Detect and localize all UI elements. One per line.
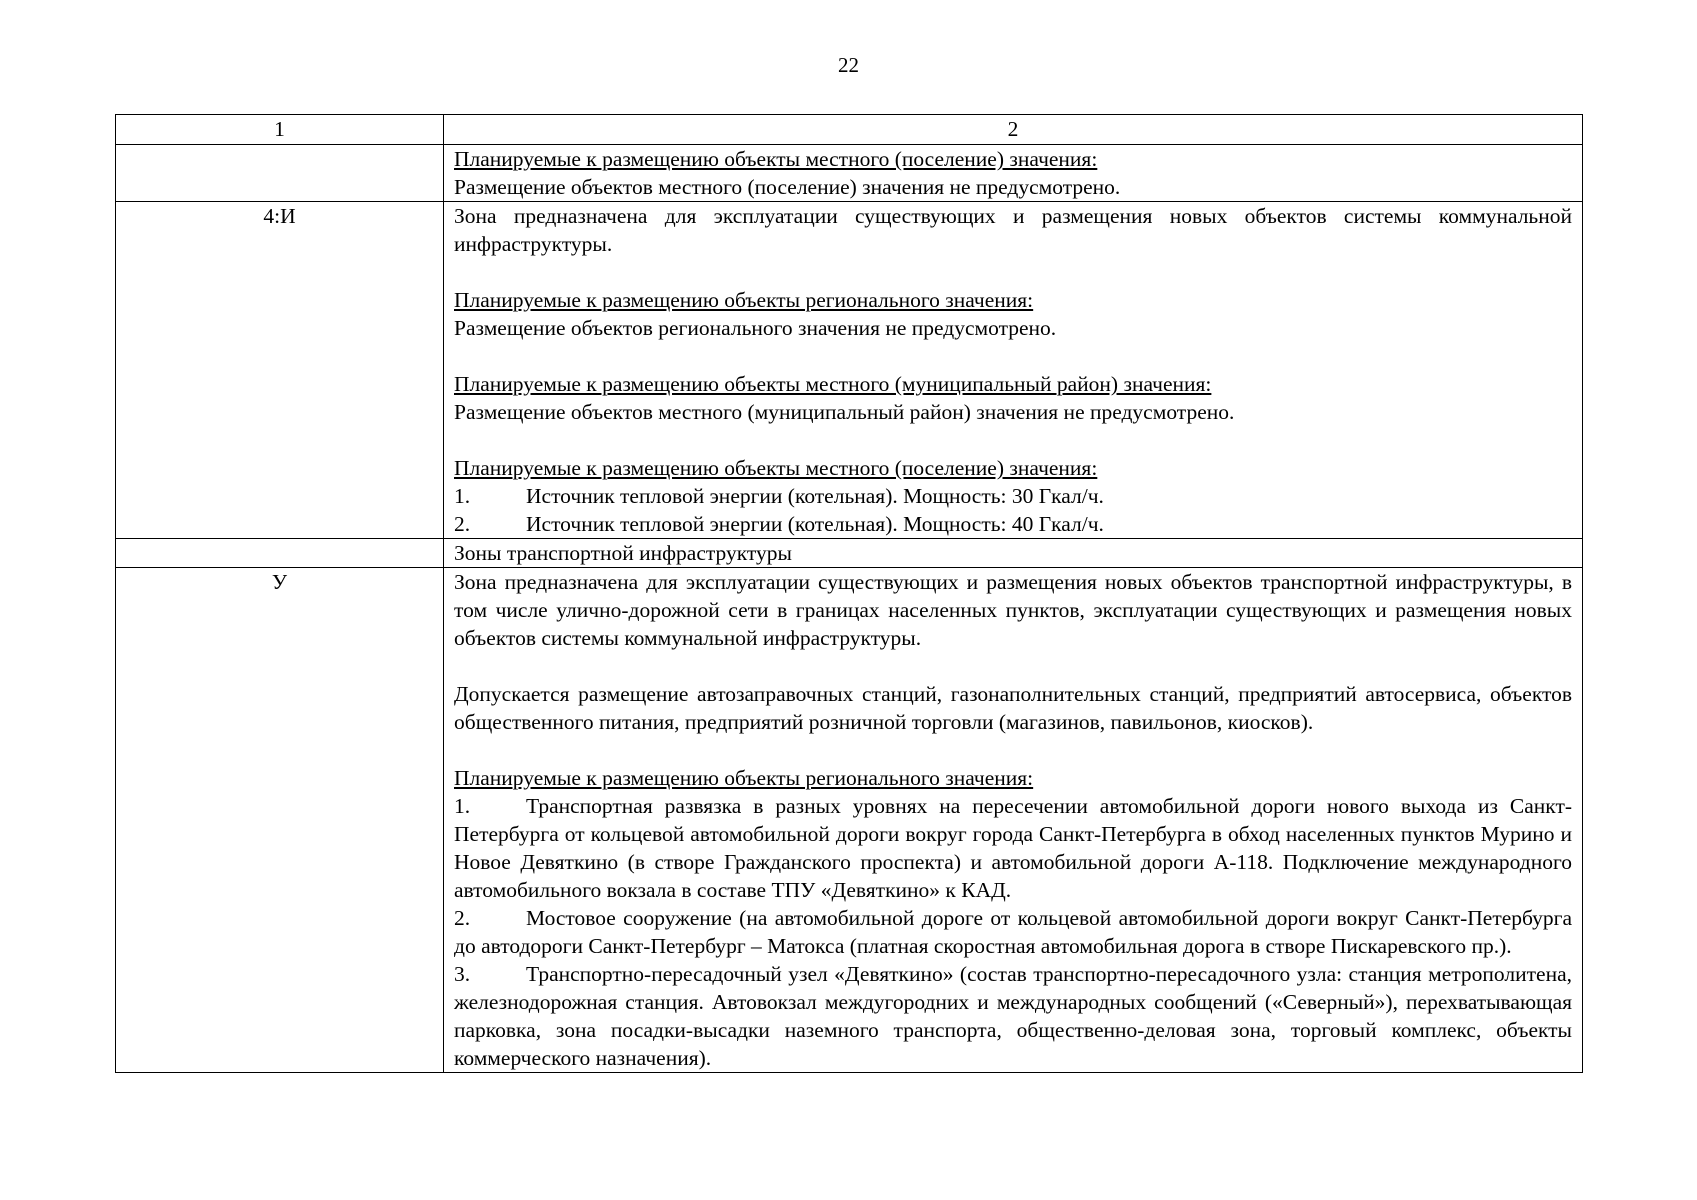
list-item-text: Транспортная развязка в разных уровнях на пересечении автомобильной дороги нового выхода из Санкт-Петербурга от кольцевой автомобильной дороги вокруг города Санкт-Петербурга в обход населенных пунктов Мурино и Новое Девяткино (в створе Гражданского проспекта) и автомобильной дороги А-118. Подключение международного автомобильного вокзала в составе ТПУ «Девяткино» к КАД. <box>454 794 1572 902</box>
zone-code-cell <box>116 145 444 202</box>
list-item-text: Источник тепловой энергии (котельная). Мощность: 30 Гкал/ч. <box>526 484 1104 508</box>
local-objects-heading: Планируемые к размещению объекты местного (поселение) значения: <box>454 456 1098 480</box>
table-row <box>116 202 1583 539</box>
list-item-text: Мостовое сооружение (на автомобильной дороге от кольцевой автомобильной дороги вокруг Санкт-Петербурга до автодороги Санкт-Петербург – Матокса (платная скоростная автомобильная дорога в створе Пискаревского пр.). <box>454 906 1572 958</box>
section-title-empty-cell <box>116 539 444 568</box>
list-item-number: 2. <box>454 906 471 930</box>
list-item-number: 3. <box>454 962 471 986</box>
allowed-uses-text: Допускается размещение автозаправочных станций, газонаполнительных станций, предприятий автосервиса, объектов общественного питания, предприятий розничной торговли (магазинов, павильонов, киосков). <box>454 682 1572 734</box>
zone-code-cell: 4:И <box>116 202 444 539</box>
zone-description-cell <box>444 145 1583 202</box>
column-header-1: 1 <box>116 115 444 145</box>
zones-table <box>115 114 1583 1073</box>
zone-code-cell: У <box>116 568 444 1073</box>
list-item-number: 2. <box>454 512 471 536</box>
table-row <box>116 145 1583 202</box>
municipal-objects-heading: Планируемые к размещению объекты местного (муниципальный район) значения: <box>454 372 1212 396</box>
local-objects-text: Размещение объектов местного (поселение) значения не предусмотрено. <box>454 175 1121 199</box>
zone-purpose-text: Зона предназначена для эксплуатации существующих и размещения новых объектов системы коммунальной инфраструктуры. <box>454 204 1572 256</box>
column-header-2: 2 <box>444 115 1583 145</box>
zone-purpose-text: Зона предназначена для эксплуатации существующих и размещения новых объектов транспортной инфраструктуры, в том числе улично-дорожной сети в границах населенных пунктов, эксплуатации существующих и размещения новых объектов системы коммунальной инфраструктуры. <box>454 570 1572 650</box>
zone-description-cell <box>444 568 1583 1073</box>
list-item <box>454 510 1572 538</box>
zone-description-cell <box>444 202 1583 539</box>
list-item <box>454 792 1572 904</box>
list-item <box>454 960 1572 1072</box>
list-item <box>454 482 1572 510</box>
table-row <box>116 568 1583 1073</box>
regional-objects-text: Размещение объектов регионального значения не предусмотрено. <box>454 316 1057 340</box>
regional-objects-heading: Планируемые к размещению объекты регионального значения: <box>454 288 1034 312</box>
list-item <box>454 904 1572 960</box>
section-title: Зоны транспортной инфраструктуры <box>444 539 1583 568</box>
regional-objects-heading: Планируемые к размещению объекты регионального значения: <box>454 766 1034 790</box>
list-item-text: Транспортно-пересадочный узел «Девяткино» (состав транспортно-пересадочного узла: станция метрополитена, железнодорожная станция. Автовокзал междугородних и международных сообщений («Северный»), перехватывающая парковка, зона посадки-высадки наземного транспорта, общественно-деловая зона, торговый комплекс, объекты коммерческого назначения). <box>454 962 1572 1070</box>
list-item-number: 1. <box>454 794 471 818</box>
section-title-row <box>116 539 1583 568</box>
list-item-text: Источник тепловой энергии (котельная). Мощность: 40 Гкал/ч. <box>526 512 1104 536</box>
page-number: 22 <box>838 53 859 77</box>
table-header-row <box>116 115 1583 145</box>
list-item-number: 1. <box>454 484 471 508</box>
local-objects-heading: Планируемые к размещению объекты местного (поселение) значения: <box>454 147 1098 171</box>
municipal-objects-text: Размещение объектов местного (муниципальный район) значения не предусмотрено. <box>454 400 1235 424</box>
